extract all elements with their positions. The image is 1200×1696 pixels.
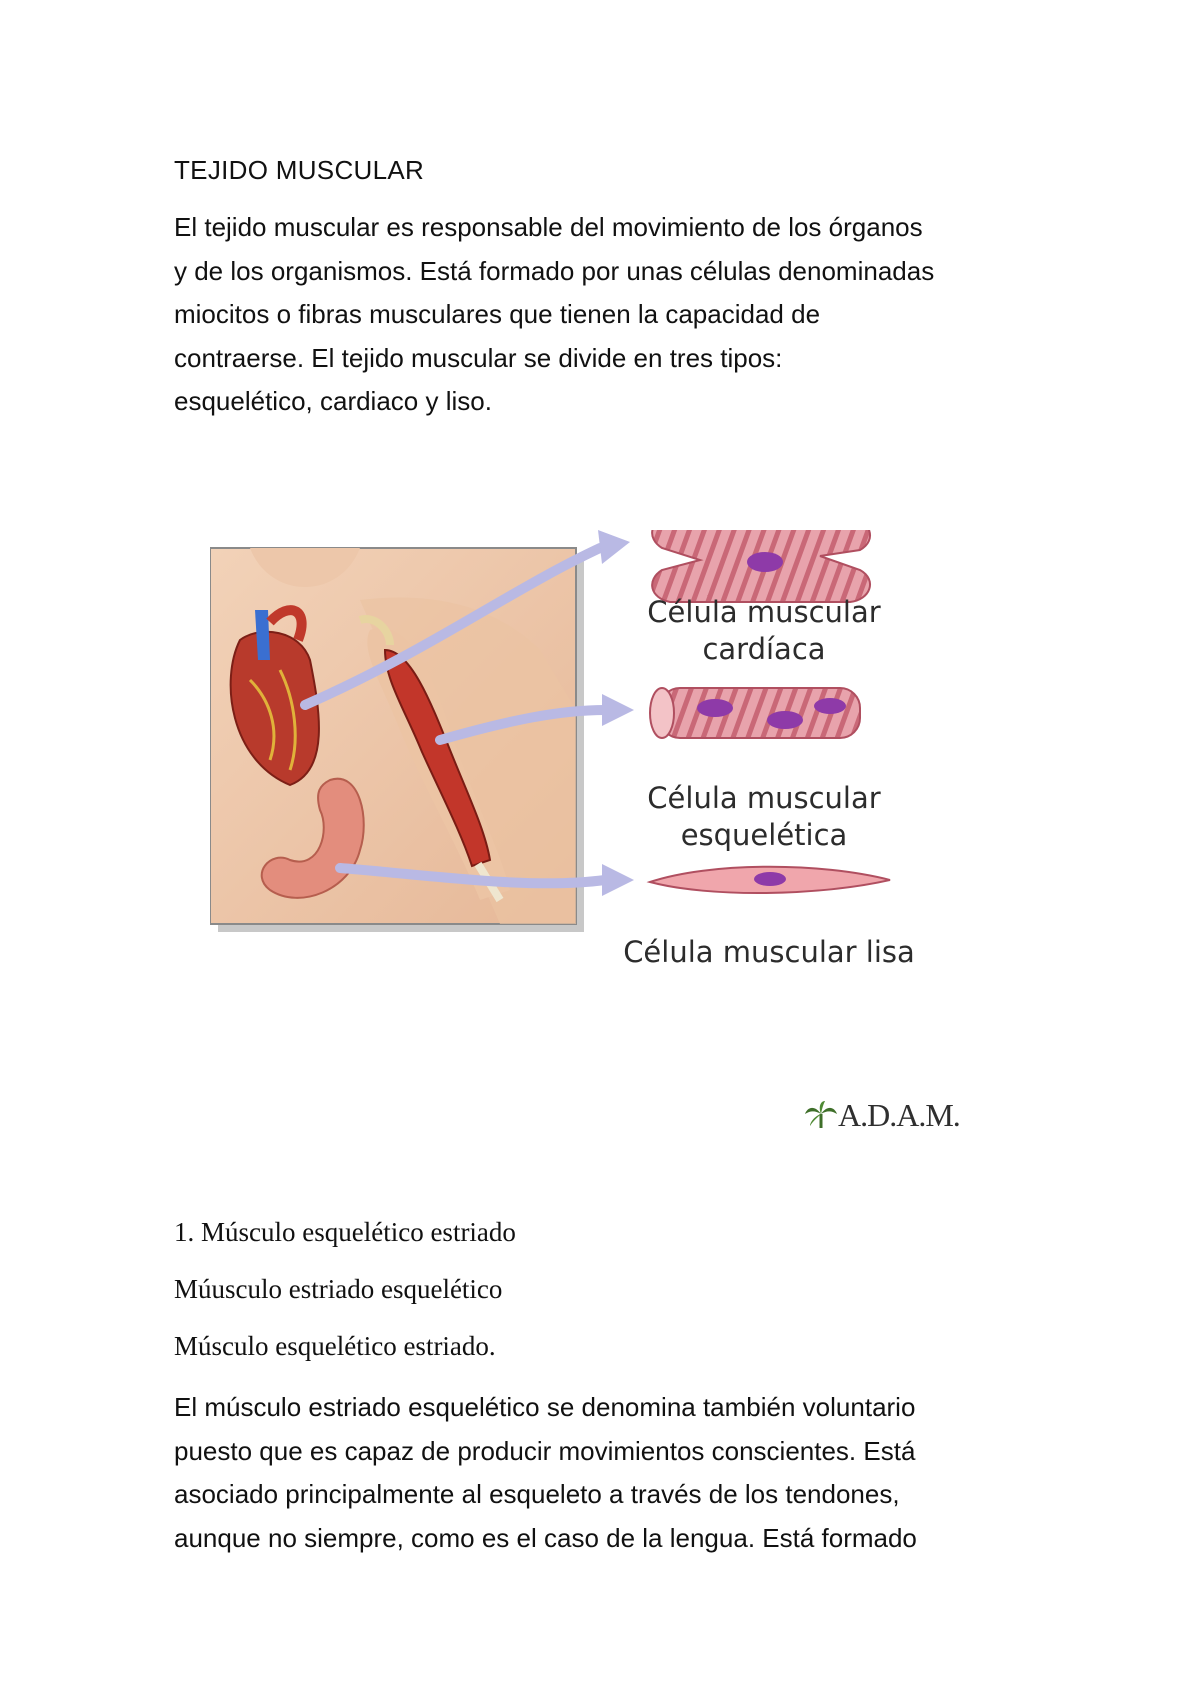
smooth-cell-icon xyxy=(650,867,890,893)
palm-icon xyxy=(804,1100,838,1130)
adam-logo xyxy=(804,1098,960,1132)
body-line: aunque no siempre, como es el caso de la lengua. Está formado xyxy=(174,1522,917,1553)
body-paragraph xyxy=(174,1386,917,1560)
caption-line-2: Músculo esquelético estriado. xyxy=(174,1331,496,1361)
label-skeletal xyxy=(634,780,894,854)
arrow-head-skeletal xyxy=(602,694,634,726)
intro-paragraph xyxy=(174,206,934,424)
body-line: puesto que es capaz de producir movimientos conscientes. Está xyxy=(174,1435,916,1466)
logo-text: A.D.A.M. xyxy=(838,1096,960,1133)
label-cardiac-line2: cardíaca xyxy=(702,632,826,666)
label-smooth: Célula muscular lisa xyxy=(623,935,915,969)
intro-line: contraerse. El tejido muscular se divide en tres tipos: xyxy=(174,342,783,373)
heading-skeletal-muscle: 1. Músculo esquelético estriado xyxy=(174,1217,516,1247)
intro-line: El tejido muscular es responsable del movimiento de los órganos xyxy=(174,212,923,242)
muscle-tissue-figure xyxy=(210,530,970,1130)
arrow-head-smooth xyxy=(602,864,634,896)
label-skeletal-line2: esquelética xyxy=(680,818,848,852)
skeletal-cell-icon xyxy=(650,688,860,738)
intro-line: esquelético, cardiaco y liso. xyxy=(174,386,492,416)
intro-line: y de los organismos. Está formado por unas células denominadas xyxy=(174,255,935,286)
label-skeletal-line1: Célula muscular xyxy=(647,781,881,815)
document-title: TEJIDO MUSCULAR xyxy=(174,155,425,185)
arrow-head-cardiac xyxy=(598,530,630,564)
caption-line-1: Múusculo estriado esquelético xyxy=(174,1274,503,1304)
cardiac-cell-icon xyxy=(652,530,870,602)
label-cardiac xyxy=(634,594,894,668)
body-line: asociado principalmente al esqueleto a través de los tendones, xyxy=(174,1479,900,1509)
label-cardiac-line1: Célula muscular xyxy=(647,595,881,629)
body-line: El músculo estriado esquelético se denomina también voluntario xyxy=(174,1392,916,1422)
intro-line: miocitos o fibras musculares que tienen la capacidad de xyxy=(174,299,821,329)
